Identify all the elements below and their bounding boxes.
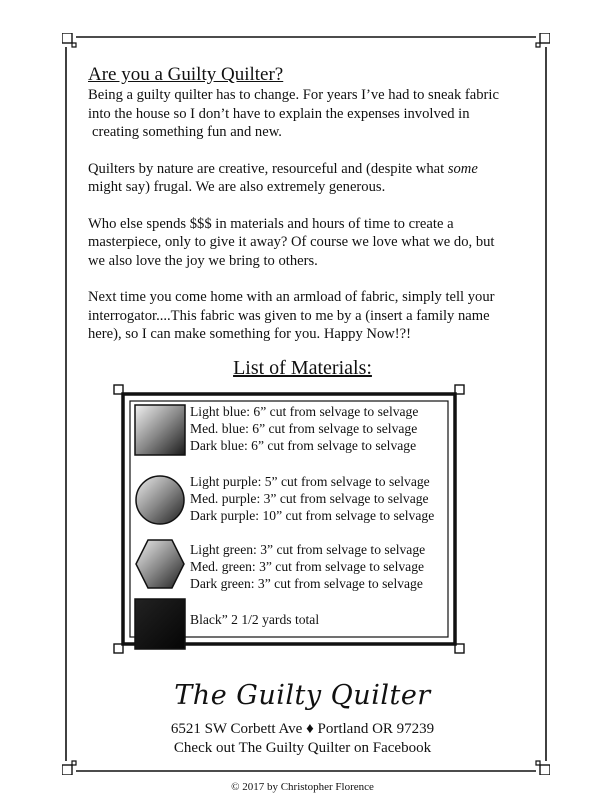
intro-paragraph-1 <box>88 86 528 142</box>
address-city: Portland OR 97239 <box>317 721 435 737</box>
material-line: Dark blue: 6” cut from selvage to selvage <box>190 438 417 453</box>
black-square-swatch <box>134 598 186 650</box>
purple-circle-swatch <box>134 474 186 526</box>
intro-p4-line2: interrogator....This fabric was given to me by a (insert a family name <box>88 307 490 324</box>
light-blue-square-swatch <box>134 404 186 456</box>
material-group-purple <box>190 473 434 524</box>
material-line: Light green: 3” cut from selvage to selvage <box>190 542 426 557</box>
intro-paragraph-3 <box>88 215 528 271</box>
intro-section <box>88 64 528 362</box>
intro-p1-line3: creating something fun and new. <box>92 124 282 140</box>
diamond-separator-icon: ♦ <box>306 721 314 737</box>
material-line: Dark purple: 10” cut from selvage to selvage <box>190 508 435 523</box>
copyright: © 2017 by Christopher Florence <box>231 781 374 793</box>
materials-title: List of Materials: <box>233 357 372 379</box>
intro-p4-line3: here), so I can make something for you. Happy Now!?! <box>88 326 411 342</box>
address-street: 6521 SW Corbett Ave <box>170 721 303 737</box>
material-line: Dark green: 3” cut from selvage to selvage <box>190 576 423 591</box>
material-group-black <box>190 611 319 628</box>
green-hexagon-swatch <box>134 538 186 590</box>
material-group-green <box>190 541 425 592</box>
material-line: Black” 2 1/2 yards total <box>190 612 320 627</box>
intro-p2-part2: might say) frugal. We are also extremely generous. <box>88 179 386 195</box>
intro-p3-line2: masterpiece, only to give it away? Of course we love what we do, but <box>88 234 495 250</box>
brand-name: The Guilty Quilter <box>174 680 431 711</box>
material-line: Med. blue: 6” cut from selvage to selvage <box>190 421 418 436</box>
intro-p1-line2: into the house so I don’t have to explain the expenses involved in <box>88 105 470 122</box>
intro-p4-line1: Next time you come home with an armload of fabric, simply tell your <box>88 289 495 305</box>
material-line: Med. green: 3” cut from selvage to selvage <box>190 559 425 574</box>
material-line: Light purple: 5” cut from selvage to selvage <box>190 474 430 489</box>
intro-paragraph-4 <box>88 288 528 344</box>
intro-p3-line1: Who else spends $$$ in materials and hours of time to create a <box>88 215 454 232</box>
intro-heading: Are you a Guilty Quilter? <box>88 64 284 85</box>
intro-p2-part1: Quilters by nature are creative, resourceful and (despite what <box>88 160 448 177</box>
material-line: Med. purple: 3” cut from selvage to selvage <box>190 491 429 506</box>
address-line <box>0 720 605 739</box>
material-group-blue <box>190 403 418 454</box>
address-block <box>0 720 605 758</box>
intro-p1-line1: Being a guilty quilter has to change. For years I’ve had to sneak fabric <box>88 87 499 103</box>
facebook-line: Check out The Guilty Quilter on Facebook <box>173 740 432 756</box>
intro-p3-line3: we also love the joy we bring to others. <box>88 252 318 269</box>
intro-p2-emphasis: some <box>447 160 478 177</box>
material-line: Light blue: 6” cut from selvage to selvage <box>190 404 419 419</box>
intro-paragraph-2 <box>88 160 528 197</box>
